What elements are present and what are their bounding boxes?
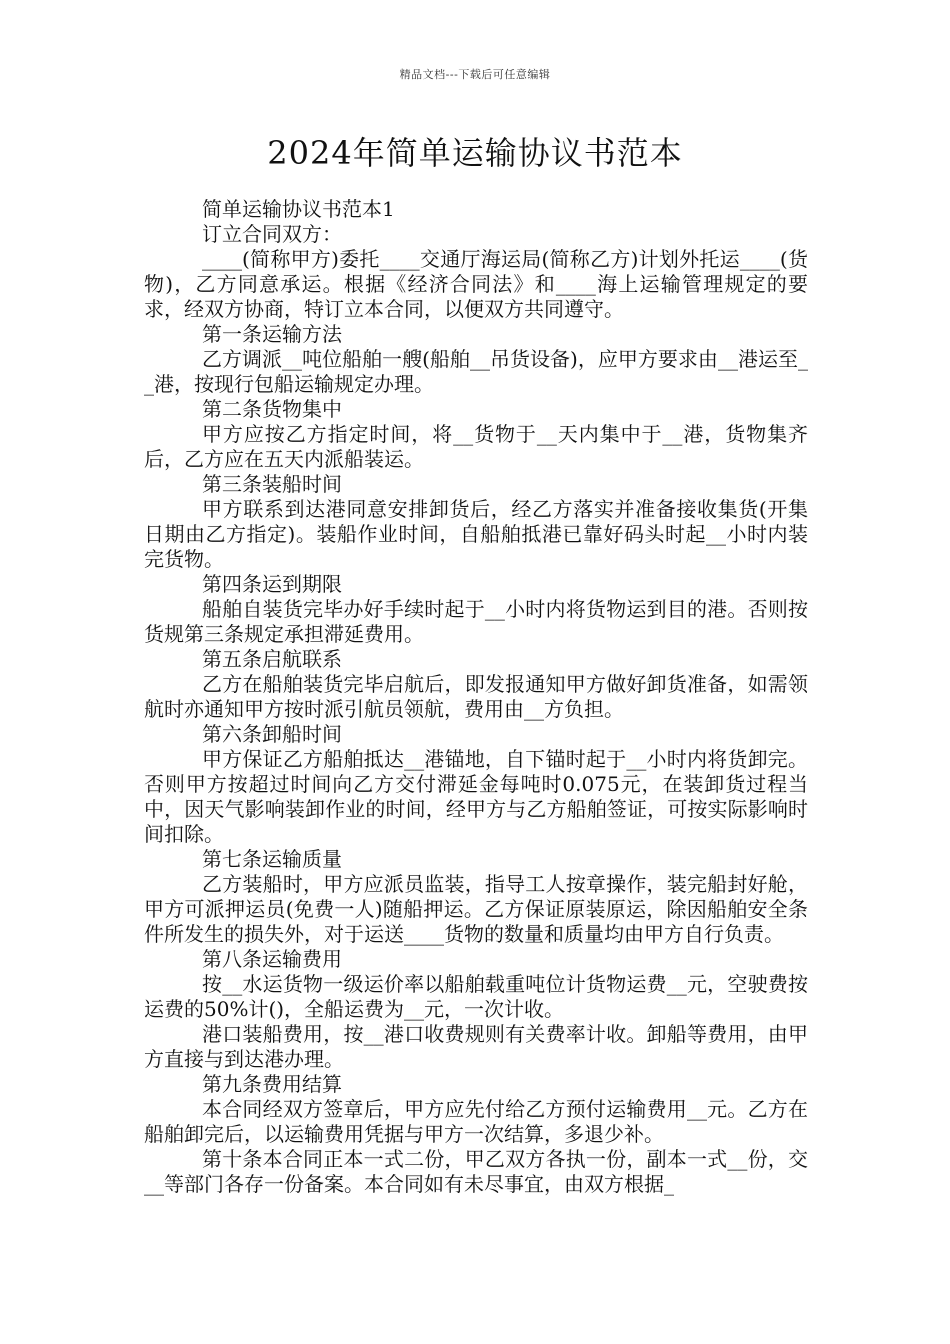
paragraph: 订立合同双方： bbox=[202, 222, 342, 246]
section-heading: 第九条费用结算 bbox=[202, 1072, 342, 1096]
paragraph: ____(简称甲方)委托____交通厅海运局(简称乙方)计划外托运____(货物)，乙方同意承运。根据《经济合同法》和____海上运输管理规定的要求，经双方协商，特订立本合同，以便双方共同遵守。 bbox=[144, 247, 808, 321]
document-body bbox=[144, 197, 808, 1197]
paragraph: 简单运输协议书范本1 bbox=[202, 197, 395, 221]
paragraph: 乙方在船舶装货完毕启航后，即发报通知甲方做好卸货准备，如需领航时亦通知甲方按时派引航员领航，费用由__方负担。 bbox=[144, 672, 808, 721]
paragraph: 船舶自装货完毕办好手续时起于__小时内将货物运到目的港。否则按货规第三条规定承担滞延费用。 bbox=[144, 597, 808, 646]
paragraph: 乙方调派__吨位船舶一艘(船舶__吊货设备)，应甲方要求由__港运至__港，按现行包船运输规定办理。 bbox=[144, 347, 808, 396]
section-heading: 第三条装船时间 bbox=[202, 472, 342, 496]
section-heading: 第二条货物集中 bbox=[202, 397, 342, 421]
paragraph: 乙方装船时，甲方应派员监装，指导工人按章操作，装完船封好舱，甲方可派押运员(免费一人)随船押运。乙方保证原装原运，除因船舶安全条件所发生的损失外，对于运送____货物的数量和质量均由甲方自行负责。 bbox=[144, 872, 808, 946]
paragraph: 第十条本合同正本一式二份，甲乙双方各执一份，副本一式__份，交__等部门各存一份备案。本合同如有未尽事宜，由双方根据_ bbox=[144, 1147, 808, 1196]
section-heading: 第八条运输费用 bbox=[202, 947, 342, 971]
paragraph: 港口装船费用，按__港口收费规则有关费率计收。卸船等费用，由甲方直接与到达港办理。 bbox=[144, 1022, 808, 1071]
paragraph: 甲方应按乙方指定时间，将__货物于__天内集中于__港，货物集齐后，乙方应在五天内派船装运。 bbox=[144, 422, 808, 471]
section-heading: 第六条卸船时间 bbox=[202, 722, 342, 746]
document-title: 2024年简单运输协议书范本 bbox=[267, 134, 683, 172]
section-heading: 第一条运输方法 bbox=[202, 322, 342, 346]
paragraph: 按__水运货物一级运价率以船舶载重吨位计货物运费__元，空驶费按运费的50%计()，全船运费为__元，一次计收。 bbox=[144, 972, 808, 1021]
paragraph: 本合同经双方签章后，甲方应先付给乙方预付运输费用__元。乙方在船舶卸完后，以运输费用凭据与甲方一次结算，多退少补。 bbox=[144, 1097, 808, 1146]
paragraph: 甲方保证乙方船舶抵达__港锚地，自下锚时起于__小时内将货卸完。否则甲方按超过时间向乙方交付滞延金每吨时0.075元，在装卸货过程当中，因天气影响装卸作业的时间，经甲方与乙方船舶签证，可按实际影响时间扣除。 bbox=[144, 747, 808, 846]
section-heading: 第五条启航联系 bbox=[202, 647, 342, 671]
paragraph: 甲方联系到达港同意安排卸货后，经乙方落实并准备接收集货(开集日期由乙方指定)。装船作业时间，自船舶抵港已靠好码头时起__小时内装完货物。 bbox=[144, 497, 808, 571]
section-heading: 第七条运输质量 bbox=[202, 847, 342, 871]
section-heading: 第四条运到期限 bbox=[202, 572, 342, 596]
header-note: 精品文档---下载后可任意编辑 bbox=[399, 68, 551, 81]
